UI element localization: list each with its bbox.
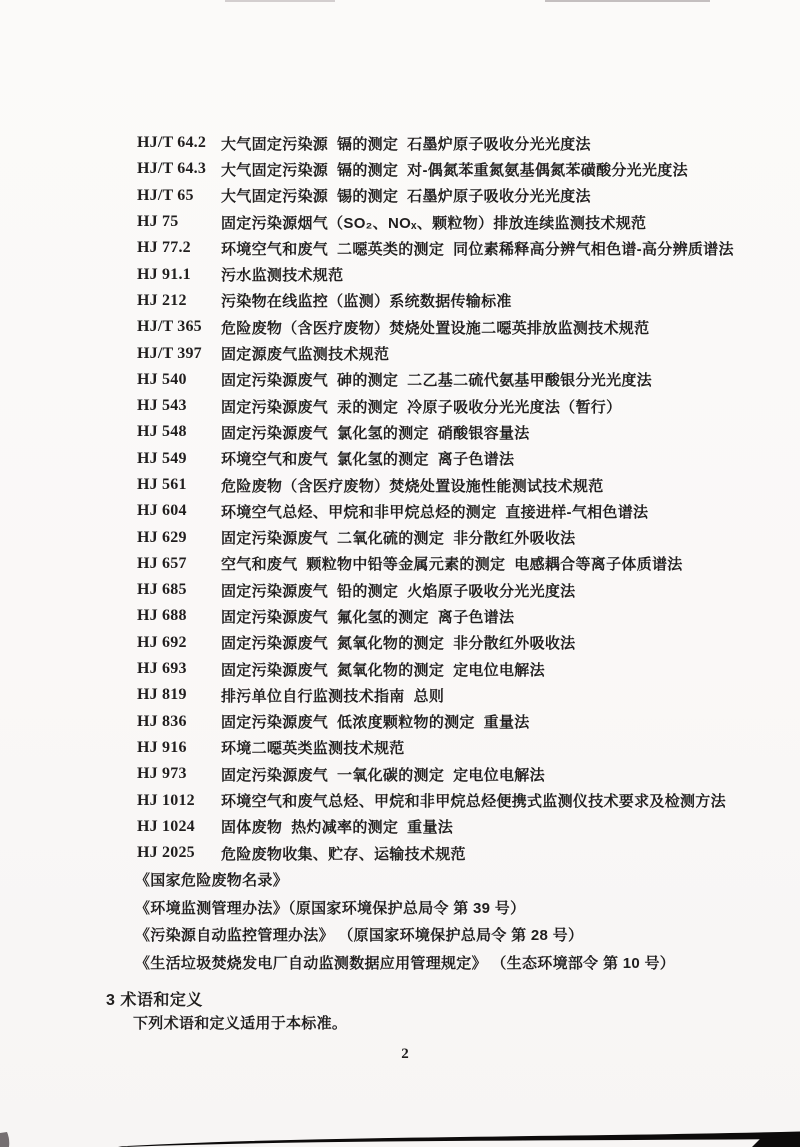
standard-code: HJ 2025 (137, 844, 195, 862)
standard-row (137, 630, 777, 656)
standard-row (137, 235, 777, 261)
standard-title: 危险废物（含医疗废物）焚烧处置设施性能测试技术规范 (221, 477, 604, 495)
standard-title: 固定污染源废气 氯化氢的测定 硝酸银容量法 (221, 424, 530, 442)
standard-row (137, 156, 777, 182)
standard-title: 空气和废气 颗粒物中铅等金属元素的测定 电感耦合等离子体质谱法 (221, 556, 683, 574)
standard-row (137, 261, 777, 287)
regulation-row: 《环境监测管理办法》（原国家环境保护总局令 第 39 号） (135, 899, 526, 917)
standard-title: 污水监测技术规范 (221, 267, 344, 285)
standard-title: 固定污染源废气 氟化氢的测定 离子色谱法 (221, 608, 515, 626)
standard-code: HJ 548 (137, 423, 187, 441)
standard-title: 固定源废气监测技术规范 (221, 346, 390, 364)
scan-artifact-bottom-page-edge (0, 1129, 800, 1147)
standard-code: HJ 819 (137, 686, 187, 704)
standard-row (137, 419, 777, 445)
standard-code: HJ 1024 (137, 817, 195, 835)
standard-row (137, 393, 777, 419)
standard-code: HJ 543 (137, 397, 187, 415)
standard-title: 固定污染源废气 二氧化硫的测定 非分散红外吸收法 (221, 530, 576, 548)
standard-code: HJ 77.2 (137, 239, 191, 257)
page-number: 2 (401, 1046, 409, 1062)
standard-code: HJ 540 (137, 370, 187, 388)
standard-row (137, 761, 777, 787)
standard-row (137, 446, 777, 472)
standard-row (137, 472, 777, 498)
standard-code: HJ 657 (137, 554, 187, 572)
standard-code: HJ 91.1 (137, 265, 191, 283)
standard-title: 污染物在线监控（监测）系统数据传输标准 (221, 293, 512, 311)
standard-code: HJ/T 64.2 (137, 134, 207, 152)
standard-row (137, 551, 777, 577)
standard-title: 排污单位自行监测技术指南 总则 (221, 687, 445, 705)
standards-reference-list (137, 130, 777, 866)
section-3-heading: 3 术语和定义 (106, 992, 203, 1009)
standard-title: 危险废物收集、贮存、运输技术规范 (221, 845, 466, 863)
standard-title: 环境空气和废气 氯化氢的测定 离子色谱法 (221, 451, 515, 469)
standard-title: 固定污染源废气 氮氧化物的测定 定电位电解法 (221, 661, 545, 679)
standard-row (137, 130, 777, 156)
standard-code: HJ 629 (137, 528, 187, 546)
standard-row (137, 814, 777, 840)
scan-artifact-top-line-left (225, 0, 335, 2)
standard-title: 固定污染源废气 氮氧化物的测定 非分散红外吸收法 (221, 635, 576, 653)
standard-title: 危险废物（含医疗废物）焚烧处置设施二噁英排放监测技术规范 (221, 319, 650, 337)
standard-row (137, 682, 777, 708)
regulation-row: 《污染源自动监控管理办法》 （原国家环境保护总局令 第 28 号） (135, 927, 584, 945)
standard-code: HJ 692 (137, 633, 187, 651)
standard-title: 固定污染源废气 铅的测定 火焰原子吸收分光光度法 (221, 582, 576, 600)
standard-title: 固定污染源废气 一氧化碳的测定 定电位电解法 (221, 766, 545, 784)
standard-title: 大气固定污染源 锡的测定 石墨炉原子吸收分光光度法 (221, 188, 591, 206)
standard-row (137, 524, 777, 550)
standard-row (137, 288, 777, 314)
standard-code: HJ 916 (137, 738, 187, 756)
standard-row (137, 209, 777, 235)
standard-row (137, 183, 777, 209)
standard-code: HJ 693 (137, 660, 187, 678)
regulation-row: 《生活垃圾焚烧发电厂自动监测数据应用管理规定》 （生态环境部令 第 10 号） (135, 954, 676, 972)
standard-row (137, 498, 777, 524)
standard-row (137, 340, 777, 366)
standard-code: HJ 688 (137, 607, 187, 625)
standard-code: HJ 973 (137, 765, 187, 783)
standard-row (137, 787, 777, 813)
standard-title: 固定污染源废气 砷的测定 二乙基二硫代氨基甲酸银分光光度法 (221, 372, 652, 390)
standard-code: HJ 604 (137, 502, 187, 520)
standard-title: 大气固定污染源 镉的测定 石墨炉原子吸收分光光度法 (221, 135, 591, 153)
standard-code: HJ 549 (137, 449, 187, 467)
standard-code: HJ/T 64.3 (137, 160, 207, 178)
standard-code: HJ 75 (137, 213, 179, 231)
standard-row (137, 709, 777, 735)
standard-title: 固定污染源废气 汞的测定 冷原子吸收分光光度法（暂行） (221, 398, 622, 416)
standard-row (137, 656, 777, 682)
standard-code: HJ 836 (137, 712, 187, 730)
standard-code: HJ/T 365 (137, 318, 202, 336)
standard-title: 固体废物 热灼减率的测定 重量法 (221, 819, 454, 837)
standard-code: HJ 212 (137, 291, 187, 309)
standard-row (137, 314, 777, 340)
scan-artifact-top-line-right (545, 0, 710, 2)
standard-row (137, 840, 777, 866)
section-3-body-text: 下列术语和定义适用于本标准。 (133, 1015, 348, 1032)
standard-code: HJ 561 (137, 476, 187, 493)
standard-row (137, 735, 777, 761)
standard-title: 环境空气和废气总烃、甲烷和非甲烷总烃便携式监测仪技术要求及检测方法 (221, 793, 726, 811)
standard-title: 环境空气和废气 二噁英类的测定 同位素稀释高分辨气相色谱-高分辨质谱法 (221, 240, 734, 258)
standard-code: HJ/T 65 (137, 186, 194, 204)
standard-title: 环境二噁英类监测技术规范 (221, 740, 405, 758)
regulation-row: 《国家危险废物名录》 (135, 872, 289, 890)
standard-title: 大气固定污染源 镉的测定 对-偶氮苯重氮氨基偶氮苯磺酸分光光度法 (221, 161, 688, 179)
regulations-reference-list (135, 866, 775, 976)
standard-row (137, 367, 777, 393)
standard-row (137, 577, 777, 603)
standard-code: HJ/T 397 (137, 344, 202, 362)
standard-row (137, 603, 777, 629)
standard-title: 固定污染源烟气（SO₂、NOₓ、颗粒物）排放连续监测技术规范 (221, 214, 647, 232)
standard-title: 固定污染源废气 低浓度颗粒物的测定 重量法 (221, 714, 530, 732)
standard-code: HJ 1012 (137, 791, 195, 809)
standard-title: 环境空气总烃、甲烷和非甲烷总烃的测定 直接进样-气相色谱法 (221, 503, 649, 521)
standard-code: HJ 685 (137, 581, 187, 599)
